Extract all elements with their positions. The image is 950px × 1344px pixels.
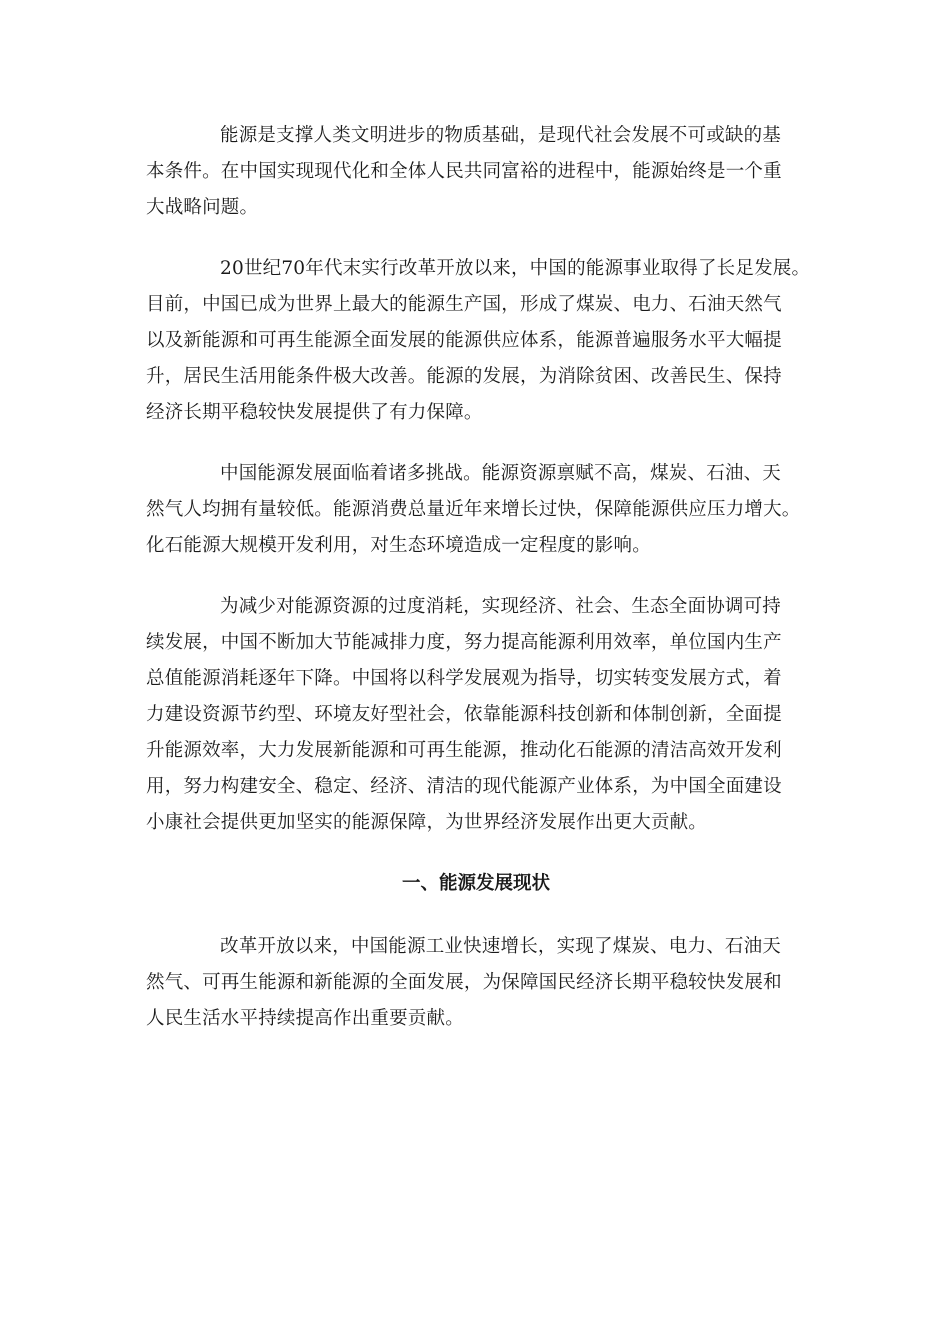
text-line: 然气、可再生能源和新能源的全面发展，为保障国民经济长期平稳较快发展和	[146, 972, 782, 993]
document-body	[146, 118, 811, 1062]
text-line: 化石能源大规模开发利用，对生态环境造成一定程度的影响。	[146, 535, 651, 556]
section-heading: 一、能源发展现状	[401, 873, 550, 894]
paragraph-reform	[146, 251, 811, 431]
text-line: 本条件。在中国实现现代化和全体人民共同富裕的进程中，能源始终是一个重	[146, 161, 782, 182]
paragraph-strategy	[146, 589, 806, 841]
paragraph-challenges	[146, 456, 806, 564]
text-line: 改革开放以来，中国能源工业快速增长，实现了煤炭、电力、石油天	[220, 936, 782, 957]
text-line: 目前，中国已成为世界上最大的能源生产国，形成了煤炭、电力、石油天然气	[146, 294, 782, 315]
text-line: 然气人均拥有量较低。能源消费总量近年来增长过快，保障能源供应压力增大。	[146, 499, 801, 520]
text-line: 续发展，中国不断加大节能减排力度，努力提高能源利用效率，单位国内生产	[146, 632, 782, 653]
text-line: 中国能源发展面临着诸多挑战。能源资源禀赋不高，煤炭、石油、天	[220, 463, 782, 484]
text-line: 经济长期平稳较快发展提供了有力保障。	[146, 402, 483, 423]
paragraph-section-one	[146, 929, 806, 1037]
text-line: 力建设资源节约型、环境友好型社会，依靠能源科技创新和体制创新，全面提	[146, 704, 782, 725]
text-line: 升能源效率，大力发展新能源和可再生能源，推动化石能源的清洁高效开发利	[146, 740, 782, 761]
text-line: 20世纪70年代末实行改革开放以来，中国的能源事业取得了长足发展。	[220, 258, 811, 279]
text-line: 升，居民生活用能条件极大改善。能源的发展，为消除贫困、改善民生、保持	[146, 366, 782, 387]
text-line: 人民生活水平持续提高作出重要贡献。	[146, 1008, 464, 1029]
text-line: 用，努力构建安全、稳定、经济、清洁的现代能源产业体系，为中国全面建设	[146, 776, 782, 797]
text-line: 能源是支撑人类文明进步的物质基础，是现代社会发展不可或缺的基	[220, 125, 782, 146]
paragraph-intro	[146, 118, 806, 226]
text-line: 大战略问题。	[146, 197, 259, 218]
text-line: 小康社会提供更加坚实的能源保障，为世界经济发展作出更大贡献。	[146, 812, 708, 833]
text-line: 为减少对能源资源的过度消耗，实现经济、社会、生态全面协调可持	[220, 596, 782, 617]
text-line: 以及新能源和可再生能源全面发展的能源供应体系，能源普遍服务水平大幅提	[146, 330, 782, 351]
text-line: 总值能源消耗逐年下降。中国将以科学发展观为指导，切实转变发展方式，着	[146, 668, 782, 689]
